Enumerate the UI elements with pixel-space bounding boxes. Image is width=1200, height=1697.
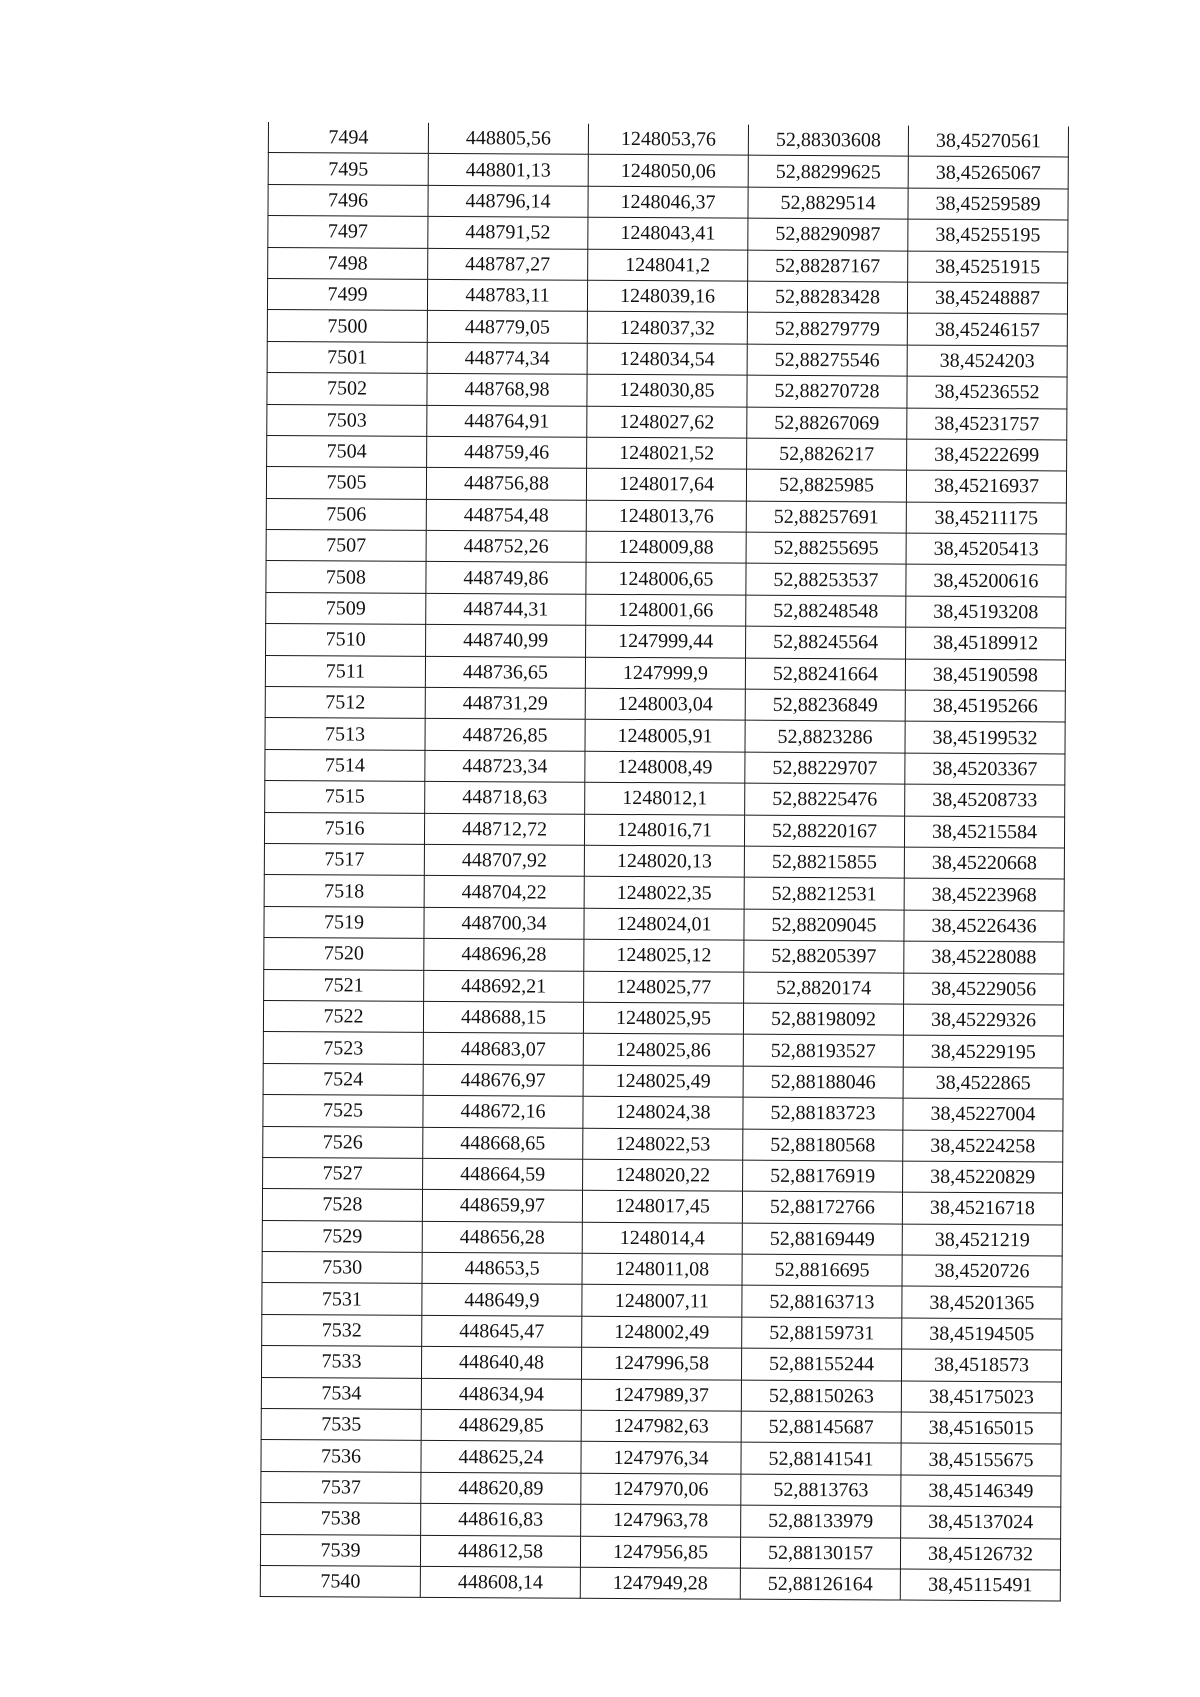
x-coordinate-cell: 448764,91 [427,405,587,437]
x-coordinate-cell: 448796,14 [428,185,588,217]
longitude-cell: 38,45229056 [904,973,1064,1005]
x-coordinate-cell: 448736,65 [425,656,585,688]
latitude-cell: 52,88257691 [746,501,906,533]
point-number-cell: 7511 [265,655,425,687]
y-coordinate-cell: 1248012,1 [585,782,745,814]
point-number-cell: 7495 [268,153,428,185]
longitude-cell: 38,45226436 [904,910,1064,942]
x-coordinate-cell: 448707,92 [424,844,584,876]
longitude-cell: 38,45137024 [901,1506,1061,1538]
table-row [263,1032,1063,1068]
y-coordinate-cell: 1248027,62 [587,406,747,438]
y-coordinate-cell: 1248025,12 [584,939,744,971]
y-coordinate-cell: 1248022,35 [584,877,744,909]
latitude-cell: 52,88150263 [741,1380,901,1412]
table-row [268,153,1068,189]
latitude-cell: 52,88270728 [747,375,907,407]
x-coordinate-cell: 448649,9 [422,1284,582,1316]
table-row [266,561,1066,597]
table-row [267,278,1067,314]
y-coordinate-cell: 1248017,45 [582,1191,742,1223]
x-coordinate-cell: 448668,65 [423,1127,583,1159]
latitude-cell: 52,88275546 [747,344,907,376]
x-coordinate-cell: 448700,34 [424,907,584,939]
latitude-cell: 52,8820174 [744,972,904,1004]
y-coordinate-cell: 1247956,85 [580,1536,740,1568]
longitude-cell: 38,45222699 [907,439,1067,471]
latitude-cell: 52,8813763 [741,1474,901,1506]
point-number-cell: 7503 [267,404,427,436]
point-number-cell: 7533 [261,1346,421,1378]
x-coordinate-cell: 448805,56 [428,123,588,155]
longitude-cell: 38,45248887 [907,282,1067,314]
point-number-cell: 7505 [266,467,426,499]
table-row [263,1157,1063,1193]
point-number-cell: 7507 [266,530,426,562]
table-row [262,1283,1062,1319]
y-coordinate-cell: 1248002,49 [582,1316,742,1348]
y-coordinate-cell: 1248046,37 [588,186,748,218]
longitude-cell: 38,45216937 [906,470,1066,502]
point-number-cell: 7525 [263,1095,423,1127]
latitude-cell: 52,88188046 [743,1066,903,1098]
table-row [266,467,1066,503]
point-number-cell: 7524 [263,1063,423,1095]
latitude-cell: 52,8826217 [747,438,907,470]
table-row [261,1440,1061,1476]
latitude-cell: 52,88145687 [741,1411,901,1443]
x-coordinate-cell: 448754,48 [426,499,586,531]
table-row [262,1189,1062,1225]
y-coordinate-cell: 1247996,58 [581,1348,741,1380]
coordinates-table [260,122,1069,1602]
y-coordinate-cell: 1248030,85 [587,374,747,406]
table-row [265,749,1065,785]
point-number-cell: 7510 [266,624,426,656]
longitude-cell: 38,45259589 [908,188,1068,220]
x-coordinate-cell: 448645,47 [422,1315,582,1347]
table-row [261,1377,1061,1413]
longitude-cell: 38,45193208 [906,596,1066,628]
y-coordinate-cell: 1248025,95 [583,1002,743,1034]
point-number-cell: 7494 [268,122,428,154]
longitude-cell: 38,45246157 [907,313,1067,345]
longitude-cell: 38,45175023 [901,1381,1061,1413]
latitude-cell: 52,88198092 [743,1003,903,1035]
point-number-cell: 7536 [261,1440,421,1472]
table-row [263,1126,1063,1162]
latitude-cell: 52,88176919 [743,1160,903,1192]
table-row [265,718,1065,754]
longitude-cell: 38,45126732 [900,1538,1060,1570]
x-coordinate-cell: 448664,59 [423,1158,583,1190]
latitude-cell: 52,8829514 [748,187,908,219]
point-number-cell: 7499 [267,278,427,310]
y-coordinate-cell: 1247989,37 [581,1379,741,1411]
point-number-cell: 7539 [260,1534,420,1566]
table-row [264,812,1064,848]
x-coordinate-cell: 448625,24 [421,1441,581,1473]
y-coordinate-cell: 1248053,76 [588,124,748,156]
latitude-cell: 52,88303608 [748,125,908,157]
x-coordinate-cell: 448692,21 [424,970,584,1002]
y-coordinate-cell: 1247963,78 [581,1504,741,1536]
x-coordinate-cell: 448672,16 [423,1095,583,1127]
x-coordinate-cell: 448683,07 [423,1033,583,1065]
table-row [266,530,1066,566]
x-coordinate-cell: 448774,34 [427,342,587,374]
y-coordinate-cell: 1248024,01 [584,908,744,940]
x-coordinate-cell: 448801,13 [428,154,588,186]
longitude-cell: 38,45220829 [903,1161,1063,1193]
x-coordinate-cell: 448612,58 [420,1535,580,1567]
latitude-cell: 52,8816695 [742,1254,902,1286]
latitude-cell: 52,88130157 [740,1537,900,1569]
x-coordinate-cell: 448744,31 [426,593,586,625]
longitude-cell: 38,45208733 [905,784,1065,816]
longitude-cell: 38,45265067 [908,156,1068,188]
longitude-cell: 38,45216718 [902,1192,1062,1224]
y-coordinate-cell: 1247999,44 [586,626,746,658]
x-coordinate-cell: 448653,5 [422,1252,582,1284]
point-number-cell: 7504 [267,435,427,467]
latitude-cell: 52,88287167 [748,250,908,282]
x-coordinate-cell: 448688,15 [423,1001,583,1033]
longitude-cell: 38,45229326 [903,1004,1063,1036]
latitude-cell: 52,88225476 [745,783,905,815]
table-row [265,687,1065,723]
table-row [260,1565,1060,1601]
point-number-cell: 7517 [264,843,424,875]
longitude-cell: 38,45200616 [906,565,1066,597]
point-number-cell: 7530 [262,1252,422,1284]
longitude-cell: 38,45165015 [901,1412,1061,1444]
x-coordinate-cell: 448718,63 [425,782,585,814]
latitude-cell: 52,88141541 [741,1443,901,1475]
x-coordinate-cell: 448616,83 [421,1504,581,1536]
latitude-cell: 52,88283428 [747,281,907,313]
longitude-cell: 38,45228088 [904,941,1064,973]
point-number-cell: 7522 [263,1000,423,1032]
x-coordinate-cell: 448752,26 [426,530,586,562]
point-number-cell: 7512 [265,687,425,719]
x-coordinate-cell: 448634,94 [421,1378,581,1410]
x-coordinate-cell: 448749,86 [426,562,586,594]
y-coordinate-cell: 1248050,06 [588,155,748,187]
point-number-cell: 7519 [264,906,424,938]
y-coordinate-cell: 1248020,22 [583,1159,743,1191]
table-row [263,1095,1063,1131]
y-coordinate-cell: 1248007,11 [582,1285,742,1317]
table-row [266,624,1066,660]
y-coordinate-cell: 1248014,4 [582,1222,742,1254]
table-row [261,1408,1061,1444]
x-coordinate-cell: 448640,48 [421,1347,581,1379]
table-row [263,1063,1063,1099]
table-row [267,404,1067,440]
table-row [266,498,1066,534]
latitude-cell: 52,88299625 [748,156,908,188]
y-coordinate-cell: 1248025,77 [584,971,744,1003]
y-coordinate-cell: 1248017,64 [586,469,746,501]
point-number-cell: 7538 [261,1503,421,1535]
latitude-cell: 52,88279779 [747,313,907,345]
point-number-cell: 7528 [262,1189,422,1221]
table-row [262,1220,1062,1256]
y-coordinate-cell: 1248016,71 [584,814,744,846]
point-number-cell: 7516 [264,812,424,844]
y-coordinate-cell: 1248041,2 [588,249,748,281]
longitude-cell: 38,4524203 [907,345,1067,377]
latitude-cell: 52,88236849 [745,689,905,721]
x-coordinate-cell: 448712,72 [424,813,584,845]
y-coordinate-cell: 1248025,49 [583,1065,743,1097]
x-coordinate-cell: 448756,88 [426,468,586,500]
longitude-cell: 38,45195266 [905,690,1065,722]
x-coordinate-cell: 448659,97 [422,1190,582,1222]
table-row [261,1503,1061,1539]
point-number-cell: 7518 [264,875,424,907]
latitude-cell: 52,88215855 [744,846,904,878]
y-coordinate-cell: 1248022,53 [583,1128,743,1160]
table-row [264,938,1064,974]
longitude-cell: 38,45227004 [903,1098,1063,1130]
y-coordinate-cell: 1247949,28 [580,1567,740,1599]
x-coordinate-cell: 448704,22 [424,876,584,908]
latitude-cell: 52,88169449 [742,1223,902,1255]
longitude-cell: 38,45270561 [908,126,1068,158]
x-coordinate-cell: 448696,28 [424,939,584,971]
latitude-cell: 52,88241664 [745,658,905,690]
latitude-cell: 52,88183723 [743,1097,903,1129]
table-row [260,1534,1060,1570]
point-number-cell: 7523 [263,1032,423,1064]
y-coordinate-cell: 1248020,13 [584,845,744,877]
y-coordinate-cell: 1248034,54 [587,343,747,375]
x-coordinate-cell: 448759,46 [427,436,587,468]
point-number-cell: 7529 [262,1220,422,1252]
y-coordinate-cell: 1247970,06 [581,1473,741,1505]
longitude-cell: 38,45229195 [903,1035,1063,1067]
point-number-cell: 7496 [268,184,428,216]
latitude-cell: 52,88180568 [743,1129,903,1161]
longitude-cell: 38,45115491 [900,1569,1060,1601]
table-row [267,310,1067,346]
point-number-cell: 7535 [261,1408,421,1440]
longitude-cell: 38,45211175 [906,502,1066,534]
latitude-cell: 52,88205397 [744,940,904,972]
latitude-cell: 52,8825985 [746,469,906,501]
y-coordinate-cell: 1248003,04 [585,688,745,720]
point-number-cell: 7513 [265,718,425,750]
latitude-cell: 52,88126164 [740,1568,900,1600]
y-coordinate-cell: 1248011,08 [582,1253,742,1285]
y-coordinate-cell: 1247999,9 [585,657,745,689]
table-row [263,1000,1063,1036]
x-coordinate-cell: 448779,05 [427,311,587,343]
latitude-cell: 52,88133979 [741,1505,901,1537]
latitude-cell: 52,88229707 [745,752,905,784]
x-coordinate-cell: 448740,99 [426,625,586,657]
x-coordinate-cell: 448608,14 [420,1566,580,1598]
longitude-cell: 38,4518573 [901,1349,1061,1381]
table-row [264,875,1064,911]
latitude-cell: 52,88193527 [743,1034,903,1066]
latitude-cell: 52,88248548 [746,595,906,627]
table-row [267,373,1067,409]
point-number-cell: 7532 [262,1314,422,1346]
y-coordinate-cell: 1248043,41 [588,217,748,249]
latitude-cell: 52,88163713 [742,1286,902,1318]
y-coordinate-cell: 1247976,34 [581,1442,741,1474]
point-number-cell: 7498 [268,247,428,279]
longitude-cell: 38,45223968 [904,878,1064,910]
point-number-cell: 7497 [268,216,428,248]
latitude-cell: 52,88290987 [748,218,908,250]
y-coordinate-cell: 1248021,52 [587,437,747,469]
y-coordinate-cell: 1248008,49 [585,751,745,783]
table-row [266,592,1066,628]
y-coordinate-cell: 1248024,38 [583,1096,743,1128]
table-row [268,247,1068,283]
longitude-cell: 38,45201365 [902,1287,1062,1319]
longitude-cell: 38,45255195 [908,219,1068,251]
y-coordinate-cell: 1248006,65 [586,563,746,595]
table-row [264,843,1064,879]
x-coordinate-cell: 448726,85 [425,719,585,751]
longitude-cell: 38,45215584 [904,816,1064,848]
latitude-cell: 52,8823286 [745,721,905,753]
x-coordinate-cell: 448731,29 [425,687,585,719]
x-coordinate-cell: 448676,97 [423,1064,583,1096]
table-row [261,1471,1061,1507]
x-coordinate-cell: 448791,52 [428,217,588,249]
longitude-cell: 38,45205413 [906,533,1066,565]
x-coordinate-cell: 448723,34 [425,750,585,782]
x-coordinate-cell: 448787,27 [428,248,588,280]
y-coordinate-cell: 1247982,63 [581,1410,741,1442]
point-number-cell: 7509 [266,592,426,624]
point-number-cell: 7520 [264,938,424,970]
latitude-cell: 52,88267069 [747,407,907,439]
table-row [265,655,1065,691]
latitude-cell: 52,88172766 [742,1191,902,1223]
table-row [268,184,1068,220]
longitude-cell: 38,45231757 [907,408,1067,440]
longitude-cell: 38,45190598 [905,659,1065,691]
point-number-cell: 7534 [261,1377,421,1409]
table-row [262,1314,1062,1350]
point-number-cell: 7526 [263,1126,423,1158]
table-row [262,1252,1062,1288]
point-number-cell: 7500 [267,310,427,342]
table-row [268,122,1068,157]
longitude-cell: 38,45220668 [904,847,1064,879]
y-coordinate-cell: 1248001,66 [586,594,746,626]
x-coordinate-cell: 448629,85 [421,1409,581,1441]
point-number-cell: 7514 [265,749,425,781]
point-number-cell: 7540 [260,1565,420,1597]
longitude-cell: 38,45236552 [907,376,1067,408]
latitude-cell: 52,88255695 [746,532,906,564]
table-row [261,1346,1061,1382]
latitude-cell: 52,88212531 [744,878,904,910]
longitude-cell: 38,45199532 [905,721,1065,753]
point-number-cell: 7515 [265,781,425,813]
coordinates-table-body [260,122,1068,1601]
point-number-cell: 7527 [263,1157,423,1189]
longitude-cell: 38,45194505 [902,1318,1062,1350]
table-row [264,969,1064,1005]
y-coordinate-cell: 1248005,91 [585,720,745,752]
point-number-cell: 7502 [267,373,427,405]
table-row [267,341,1067,377]
table-row [267,435,1067,471]
table-row [268,216,1068,252]
longitude-cell: 38,45146349 [901,1475,1061,1507]
point-number-cell: 7521 [264,969,424,1001]
point-number-cell: 7531 [262,1283,422,1315]
longitude-cell: 38,4520726 [902,1255,1062,1287]
latitude-cell: 52,88159731 [742,1317,902,1349]
point-number-cell: 7508 [266,561,426,593]
point-number-cell: 7537 [261,1471,421,1503]
table-row [264,906,1064,942]
latitude-cell: 52,88245564 [746,626,906,658]
y-coordinate-cell: 1248009,88 [586,531,746,563]
longitude-cell: 38,45155675 [901,1443,1061,1475]
latitude-cell: 52,88220167 [744,815,904,847]
longitude-cell: 38,45203367 [905,753,1065,785]
coordinates-table-wrapper [260,122,1068,1602]
x-coordinate-cell: 448768,98 [427,374,587,406]
point-number-cell: 7501 [267,341,427,373]
y-coordinate-cell: 1248037,32 [587,312,747,344]
x-coordinate-cell: 448620,89 [421,1472,581,1504]
longitude-cell: 38,4521219 [902,1224,1062,1256]
latitude-cell: 52,88209045 [744,909,904,941]
longitude-cell: 38,45189912 [906,627,1066,659]
x-coordinate-cell: 448783,11 [427,279,587,311]
latitude-cell: 52,88253537 [746,564,906,596]
y-coordinate-cell: 1248039,16 [587,280,747,312]
y-coordinate-cell: 1248013,76 [586,500,746,532]
x-coordinate-cell: 448656,28 [422,1221,582,1253]
longitude-cell: 38,45224258 [903,1130,1063,1162]
latitude-cell: 52,88155244 [741,1348,901,1380]
y-coordinate-cell: 1248025,86 [583,1034,743,1066]
longitude-cell: 38,45251915 [908,251,1068,283]
longitude-cell: 38,4522865 [903,1067,1063,1099]
table-row [265,781,1065,817]
point-number-cell: 7506 [266,498,426,530]
